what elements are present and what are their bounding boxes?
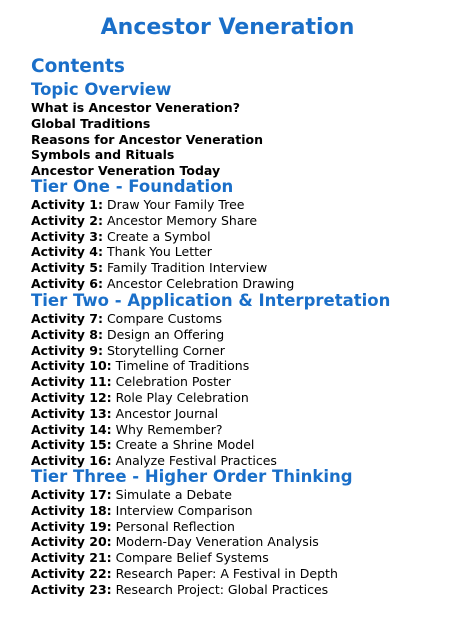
section-heading: Tier Two - Application & Interpretation [31,291,391,310]
activity-label: Activity 15: [31,437,112,453]
activity-title: Compare Belief Systems [115,550,269,566]
activity-item [31,390,390,406]
activity-label: Activity 18: [31,502,112,518]
activity-item [31,260,294,276]
activity-title: Thank You Letter [106,244,212,260]
activity-label: Activity 23: [31,581,112,597]
activity-label: Activity 4: [31,244,103,260]
section-tier-one [31,177,294,292]
activity-label: Activity 6: [31,275,103,291]
activity-item [31,519,353,535]
activity-item [31,406,390,422]
activity-title: Celebration Poster [115,374,231,390]
activity-title: Ancestor Memory Share [106,212,258,228]
activity-item [31,534,353,550]
activity-item [31,566,353,582]
activity-label: Activity 16: [31,453,112,469]
activity-title: Storytelling Corner [106,342,225,358]
activity-label: Activity 1: [31,197,103,212]
activity-label: Activity 19: [31,518,112,534]
activity-item [31,358,390,374]
section-tier-two [31,291,390,469]
activity-item [31,374,390,390]
activity-item [31,197,294,213]
activity-label: Activity 22: [31,565,112,581]
activity-item [31,213,294,229]
activity-title: Research Paper: A Festival in Depth [115,565,338,581]
activity-item [31,550,353,566]
activity-title: Ancestor Journal [115,405,219,421]
activity-title: Create a Shrine Model [115,437,255,453]
activity-label: Activity 17: [31,487,112,502]
overview-item: Global Traditions [31,115,151,131]
activity-item [31,422,390,438]
activity-title: Draw Your Family Tree [106,197,245,212]
activity-label: Activity 8: [31,326,103,342]
activity-title: Family Tradition Interview [106,260,268,276]
activity-title: Research Project: Global Practices [115,581,329,597]
activity-label: Activity 2: [31,212,103,228]
activity-label: Activity 12: [31,389,112,405]
activity-title: Interview Comparison [115,502,253,518]
section-heading: Tier Three - Higher Order Thinking [31,467,353,486]
activity-label: Activity 21: [31,550,112,566]
activity-item [31,311,390,327]
activity-item [31,343,390,359]
activity-title: Ancestor Celebration Drawing [106,275,295,291]
activity-title: Personal Reflection [115,518,235,534]
activity-item [31,487,353,503]
activity-label: Activity 13: [31,405,112,421]
activity-label: Activity 14: [31,421,112,437]
activity-label: Activity 10: [31,358,112,374]
activity-item [31,229,294,245]
activity-label: Activity 5: [31,260,103,276]
activity-title: Design an Offering [106,326,225,342]
activity-label: Activity 9: [31,342,103,358]
overview-item: Ancestor Veneration Today [31,163,221,179]
overview-item: What is Ancestor Veneration? [31,100,240,115]
section-topic-overview [31,80,263,179]
activity-label: Activity 3: [31,228,103,244]
activity-item [31,437,390,453]
section-heading: Topic Overview [31,80,172,99]
activity-title: Modern-Day Veneration Analysis [115,534,319,550]
section-tier-three [31,467,353,598]
overview-item: Symbols and Rituals [31,147,175,163]
activity-title: Create a Symbol [106,228,211,244]
activity-item [31,276,294,292]
activity-title: Analyze Festival Practices [115,453,277,469]
activity-title: Why Remember? [115,421,223,437]
activity-item [31,582,353,598]
document-title: Ancestor Veneration [100,15,355,40]
overview-item: Reasons for Ancestor Veneration [31,131,263,147]
activity-title: Role Play Celebration [115,389,249,405]
contents-heading: Contents [31,56,125,77]
activity-title: Simulate a Debate [115,487,232,502]
section-heading: Tier One - Foundation [31,177,234,196]
activity-item [31,244,294,260]
activity-item [31,503,353,519]
activity-label: Activity 7: [31,311,103,326]
activity-label: Activity 11: [31,374,112,390]
activity-title: Compare Customs [106,311,223,326]
activity-title: Timeline of Traditions [115,358,250,374]
activity-item [31,327,390,343]
activity-label: Activity 20: [31,534,112,550]
